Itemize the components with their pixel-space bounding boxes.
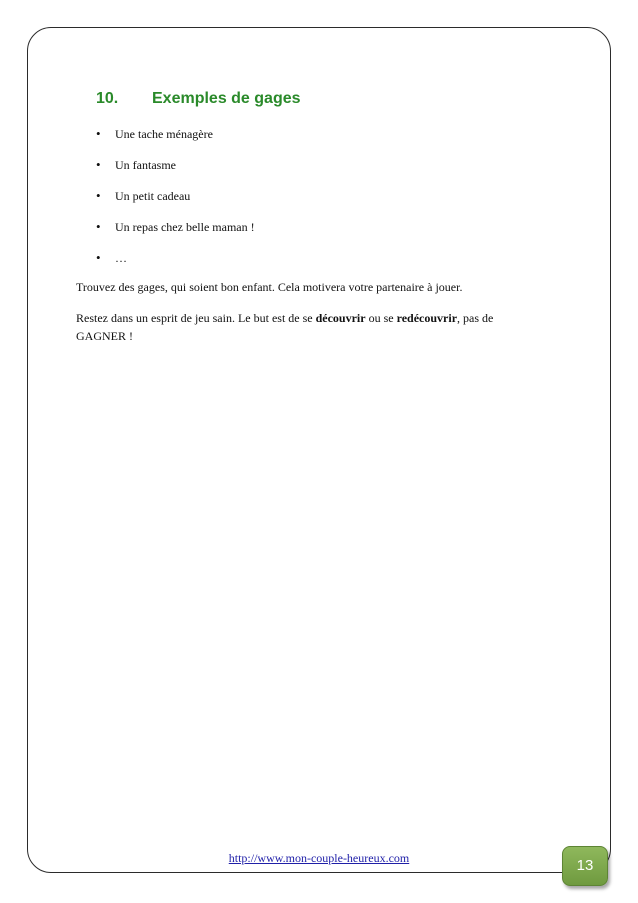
list-item-text: Un repas chez belle maman !	[115, 220, 255, 234]
bullet-icon: •	[96, 219, 101, 234]
list-item-text: …	[115, 251, 127, 265]
bullet-icon: •	[96, 157, 101, 172]
paragraph-text: , pas de GAGNER !	[76, 311, 494, 343]
list-item	[96, 218, 255, 249]
section-heading	[96, 90, 301, 108]
paragraph-text: Restez dans un esprit de jeu sain. Le but est de se	[76, 311, 316, 325]
bullet-icon: •	[96, 188, 101, 203]
paragraph-spirit	[76, 309, 546, 345]
emphasis-discover: découvrir	[315, 311, 366, 325]
list-item	[96, 187, 255, 218]
emphasis-rediscover: redécouvrir	[396, 311, 458, 325]
paragraph-gages: Trouvez des gages, qui soient bon enfant. Cela motivera votre partenaire à jouer.	[76, 280, 463, 294]
list-item	[96, 249, 255, 280]
bullet-icon: •	[96, 126, 101, 141]
list-item-text: Une tache ménagère	[115, 127, 213, 141]
list-item	[96, 156, 255, 187]
list-item-text: Un fantasme	[115, 158, 176, 172]
gages-list	[96, 125, 255, 280]
section-number: 10.	[96, 90, 119, 107]
section-title: Exemples de gages	[152, 90, 301, 107]
list-item-text: Un petit cadeau	[115, 189, 191, 203]
paragraph-text: ou se	[365, 311, 397, 325]
page-number-badge: 13	[562, 846, 608, 886]
footer-website-link[interactable]: http://www.mon-couple-heureux.com	[228, 851, 410, 865]
list-item	[96, 125, 255, 156]
bullet-icon: •	[96, 250, 101, 265]
